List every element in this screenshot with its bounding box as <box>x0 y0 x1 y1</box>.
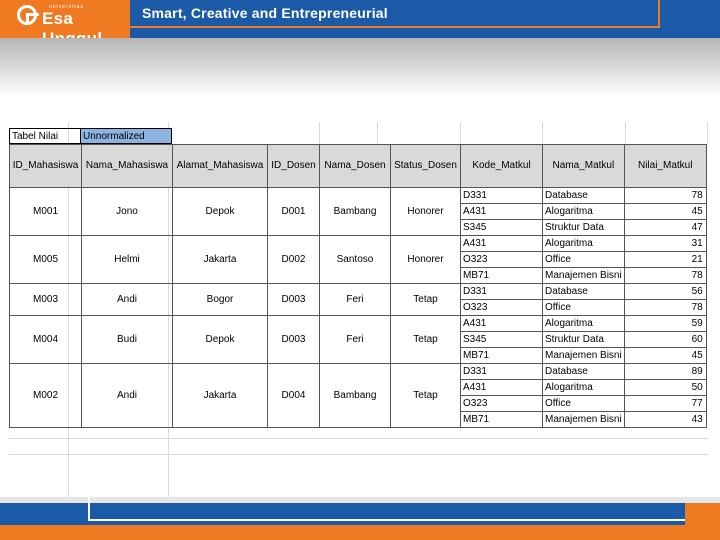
kode-matkul-cell: A431 <box>461 380 543 396</box>
kode-matkul-cell: O323 <box>461 300 543 316</box>
logo-emblem-icon <box>17 5 37 25</box>
header-bar <box>0 0 720 38</box>
nama-dosen-cell: Feri <box>320 284 391 316</box>
nilai-matkul-cell: 45 <box>624 348 706 364</box>
nilai-matkul-cell: 21 <box>624 252 706 268</box>
column-header: Nama_Dosen <box>320 145 391 188</box>
nama-matkul-cell: Office <box>543 252 625 268</box>
nama-matkul-cell: Manajemen Bisni <box>543 348 625 364</box>
header-row <box>10 145 707 188</box>
nama-matkul-cell: Office <box>543 300 625 316</box>
nama-dosen-cell: Feri <box>320 316 391 364</box>
status-dosen-cell: Honorer <box>391 188 461 236</box>
column-header: Status_Dosen <box>391 145 461 188</box>
nama-matkul-cell: Alogaritma <box>543 236 625 252</box>
nama-matkul-cell: Alogaritma <box>543 316 625 332</box>
nama-matkul-cell: Office <box>543 396 625 412</box>
status-dosen-cell: Tetap <box>391 316 461 364</box>
nilai-matkul-cell: 59 <box>624 316 706 332</box>
tagline: Smart, Creative and Entrepreneurial <box>142 5 388 21</box>
nama-mahasiswa-cell: Jono <box>82 188 173 236</box>
nama-mahasiswa-cell: Andi <box>82 364 173 428</box>
id-dosen-cell: D003 <box>268 316 320 364</box>
column-header: Kode_Matkul <box>461 145 543 188</box>
id-mahasiswa-cell: M003 <box>10 284 82 316</box>
nilai-matkul-cell: 78 <box>624 268 706 284</box>
status-dosen-cell: Tetap <box>391 364 461 428</box>
kode-matkul-cell: MB71 <box>461 268 543 284</box>
kode-matkul-cell: MB71 <box>461 412 543 428</box>
logo-text: Esa <box>42 9 74 28</box>
table-row <box>10 188 707 204</box>
nilai-matkul-cell: 77 <box>624 396 706 412</box>
id-dosen-cell: D001 <box>268 188 320 236</box>
kode-matkul-cell: O323 <box>461 252 543 268</box>
logo <box>0 0 130 38</box>
nama-matkul-cell: Alogaritma <box>543 380 625 396</box>
id-mahasiswa-cell: M005 <box>10 236 82 284</box>
sheet-title: Tabel Nilai <box>9 128 81 144</box>
id-mahasiswa-cell: M001 <box>10 188 82 236</box>
kode-matkul-cell: A431 <box>461 204 543 220</box>
column-header: Nilai_Matkul <box>624 145 706 188</box>
kode-matkul-cell: S345 <box>461 332 543 348</box>
normalization-label: Unnormalized <box>81 128 172 144</box>
nilai-matkul-cell: 78 <box>624 188 706 204</box>
id-mahasiswa-cell: M002 <box>10 364 82 428</box>
nilai-matkul-cell: 31 <box>624 236 706 252</box>
alamat-cell: Jakarta <box>173 364 268 428</box>
nama-matkul-cell: Struktur Data <box>543 220 625 236</box>
header-gradient-band <box>0 38 720 96</box>
nilai-matkul-cell: 50 <box>624 380 706 396</box>
alamat-cell: Depok <box>173 316 268 364</box>
nama-matkul-cell: Database <box>543 188 625 204</box>
logo-subtitle: universitas <box>49 4 84 10</box>
footer-orange-band <box>0 525 720 540</box>
nama-mahasiswa-cell: Budi <box>82 316 173 364</box>
nama-matkul-cell: Manajemen Bisni <box>543 268 625 284</box>
kode-matkul-cell: MB71 <box>461 348 543 364</box>
nama-dosen-cell: Bambang <box>320 364 391 428</box>
column-header: ID_Mahasiswa <box>10 145 82 188</box>
kode-matkul-cell: S345 <box>461 220 543 236</box>
nilai-matkul-cell: 56 <box>624 284 706 300</box>
footer-decoration <box>88 497 685 521</box>
nilai-matkul-cell: 60 <box>624 332 706 348</box>
nilai-matkul-cell: 78 <box>624 300 706 316</box>
nilai-matkul-cell: 45 <box>624 204 706 220</box>
nama-matkul-cell: Struktur Data <box>543 332 625 348</box>
column-header: Nama_Matkul <box>543 145 625 188</box>
id-dosen-cell: D004 <box>268 364 320 428</box>
alamat-cell: Jakarta <box>173 236 268 284</box>
table-row <box>10 284 707 300</box>
id-dosen-cell: D003 <box>268 284 320 316</box>
kode-matkul-cell: A431 <box>461 236 543 252</box>
alamat-cell: Depok <box>173 188 268 236</box>
kode-matkul-cell: A431 <box>461 316 543 332</box>
table-row <box>10 316 707 332</box>
status-dosen-cell: Tetap <box>391 284 461 316</box>
nama-mahasiswa-cell: Helmi <box>82 236 173 284</box>
nilai-matkul-cell: 47 <box>624 220 706 236</box>
status-dosen-cell: Honorer <box>391 236 461 284</box>
footer-bar <box>0 497 720 540</box>
nilai-matkul-cell: 89 <box>624 364 706 380</box>
unnormalized-table <box>9 144 707 428</box>
kode-matkul-cell: O323 <box>461 396 543 412</box>
nama-matkul-cell: Database <box>543 284 625 300</box>
nilai-matkul-cell: 43 <box>624 412 706 428</box>
table-row <box>10 364 707 380</box>
nama-matkul-cell: Manajemen Bisni <box>543 412 625 428</box>
nama-mahasiswa-cell: Andi <box>82 284 173 316</box>
column-header: Alamat_Mahasiswa <box>173 145 268 188</box>
column-header: Nama_Mahasiswa <box>82 145 173 188</box>
nama-matkul-cell: Alogaritma <box>543 204 625 220</box>
id-dosen-cell: D002 <box>268 236 320 284</box>
nama-matkul-cell: Database <box>543 364 625 380</box>
kode-matkul-cell: D331 <box>461 284 543 300</box>
table-row <box>10 236 707 252</box>
id-mahasiswa-cell: M004 <box>10 316 82 364</box>
nama-dosen-cell: Bambang <box>320 188 391 236</box>
column-header: ID_Dosen <box>268 145 320 188</box>
kode-matkul-cell: D331 <box>461 188 543 204</box>
kode-matkul-cell: D331 <box>461 364 543 380</box>
nama-dosen-cell: Santoso <box>320 236 391 284</box>
alamat-cell: Bogor <box>173 284 268 316</box>
